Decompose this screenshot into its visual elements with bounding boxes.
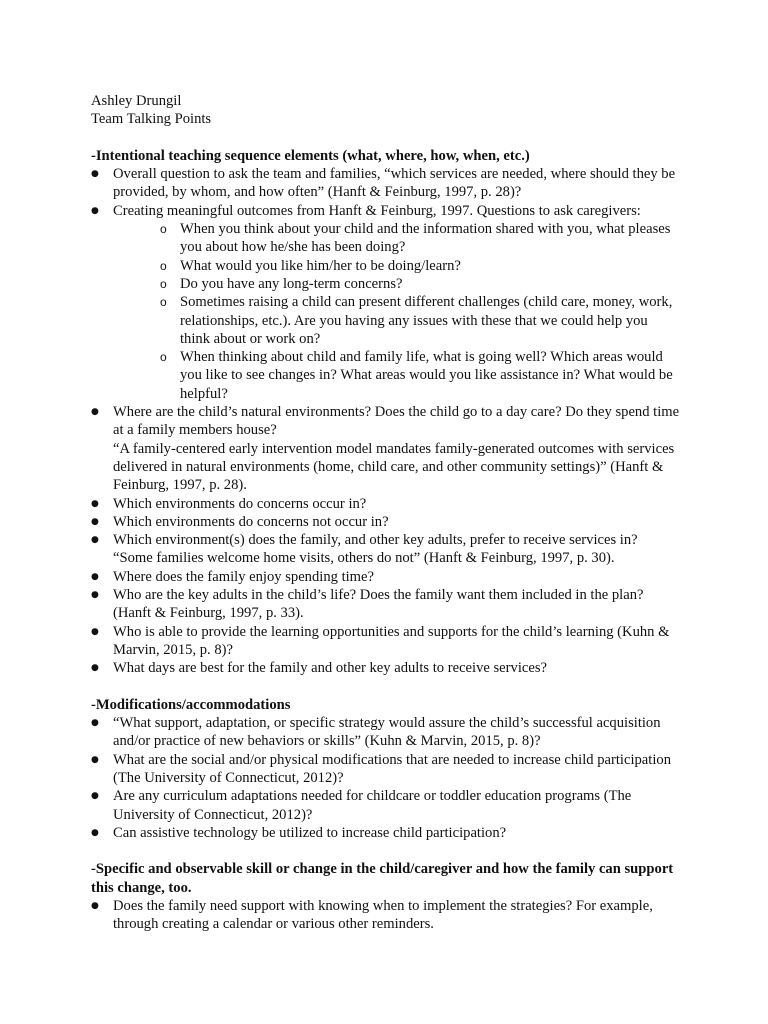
- bullet-icon: ●: [91, 626, 99, 637]
- bullet-icon: ●: [91, 169, 99, 180]
- spacer: [91, 678, 681, 696]
- list-item: [91, 659, 681, 677]
- list-item: [91, 751, 681, 788]
- circle-bullet-icon: o: [160, 276, 167, 291]
- list-item: [91, 403, 681, 494]
- section-heading: -Specific and observable skill or change in the child/caregiver and how the family can support this change, too.: [91, 861, 674, 896]
- sub-list-item-text: When thinking about child and family life, what is going well? Which areas would you like to see changes in? What areas would you like assistance in? What would be helpful?: [180, 349, 673, 402]
- list-item: [91, 897, 681, 934]
- bullet-icon: ●: [91, 754, 99, 765]
- sub-list-item: [160, 220, 681, 257]
- list-item-quote: “A family-centered early intervention model mandates family-generated outcomes with services delivered in natural environments (home, child care, and other community settings)” (Hanft & Feinburg, 1997, p. 28).: [113, 440, 675, 494]
- list-item: [91, 824, 681, 842]
- list-item-text: Who are the key adults in the child’s life? Does the family want them included in the plan? (Hanft & Feinburg, 1997, p. 33).: [113, 587, 644, 622]
- circle-bullet-icon: o: [160, 295, 167, 310]
- list-item-text: “What support, adaptation, or specific strategy would assure the child’s successful acquisition and/or practice of new behaviors or skills” (Kuhn & Marvin, 2015, p. 8)?: [113, 715, 661, 750]
- bullet-icon: ●: [91, 498, 99, 509]
- bullet-icon: ●: [91, 205, 99, 216]
- list-item-text: Which environments do concerns not occur in?: [113, 513, 389, 530]
- bullet-icon: ●: [91, 590, 99, 601]
- list-item: [91, 513, 681, 531]
- spacer: [91, 129, 681, 147]
- bullet-icon: ●: [91, 901, 99, 912]
- bullet-list: [91, 714, 681, 842]
- author-name: Ashley Drungil: [91, 93, 182, 109]
- circle-bullet-icon: o: [160, 222, 167, 237]
- sub-list-item-text: When you think about your child and the information shared with you, what pleases you about how he/she has been doing?: [180, 221, 671, 256]
- sections-container: [91, 147, 681, 934]
- circle-bullet-icon: o: [160, 350, 167, 365]
- sub-list-item: [160, 257, 681, 275]
- bullet-icon: ●: [91, 663, 99, 674]
- list-item-text: Which environments do concerns occur in?: [113, 495, 367, 512]
- list-item-text: Where are the child’s natural environments? Does the child go to a day care? Do they spend time at a family members house?: [113, 404, 680, 439]
- bullet-icon: ●: [91, 718, 99, 729]
- circle-bullet-icon: o: [160, 258, 167, 273]
- list-item: [91, 787, 681, 824]
- section: [91, 147, 681, 696]
- list-item-text: What are the social and/or physical modifications that are needed to increase child participation (The University of Connecticut, 2012)?: [113, 751, 671, 786]
- list-item: [91, 714, 681, 751]
- sub-list-item: [160, 348, 681, 403]
- list-item-text: Are any curriculum adaptations needed for childcare or toddler education programs (The University of Connecticut, 2012)?: [113, 788, 632, 823]
- list-item: [91, 165, 681, 202]
- list-item-text: Which environment(s) does the family, and other key adults, prefer to receive services in?: [113, 532, 638, 549]
- section: [91, 860, 681, 933]
- list-item: [91, 202, 681, 403]
- section-heading: -Modifications/accommodations: [91, 696, 291, 713]
- list-item-text: Where does the family enjoy spending time?: [113, 568, 374, 585]
- list-item-text: Who is able to provide the learning opportunities and supports for the child’s learning (Kuhn & Marvin, 2015, p. 8)?: [113, 623, 670, 658]
- sub-list-item-text: Sometimes raising a child can present different challenges (child care, money, work, relationships, etc.). Are you having any issues with these that we could help you think about or work on?: [180, 294, 673, 347]
- list-item-text: Does the family need support with knowing when to implement the strategies? For example, through creating a calendar or various other reminders.: [113, 898, 653, 933]
- document-content: [91, 92, 681, 934]
- spacer: [91, 842, 681, 860]
- document-subtitle: Team Talking Points: [91, 111, 212, 128]
- bullet-icon: ●: [91, 571, 99, 582]
- list-item-text: What days are best for the family and other key adults to receive services?: [113, 660, 547, 677]
- section: [91, 696, 681, 861]
- bullet-icon: ●: [91, 535, 99, 546]
- sub-list-item: [160, 293, 681, 348]
- list-item: [91, 495, 681, 513]
- list-item: [91, 586, 681, 623]
- list-item: [91, 623, 681, 660]
- section-heading: -Intentional teaching sequence elements (what, where, how, when, etc.): [91, 147, 530, 164]
- bullet-icon: ●: [91, 791, 99, 802]
- bullet-icon: ●: [91, 516, 99, 527]
- sub-list-item-text: What would you like him/her to be doing/learn?: [180, 257, 461, 274]
- sub-list-item-text: Do you have any long-term concerns?: [180, 275, 403, 292]
- bullet-list: [91, 897, 681, 934]
- bullet-icon: ●: [91, 407, 99, 418]
- list-item-text: Overall question to ask the team and families, “which services are needed, where should they be provided, by whom, and how often” (Hanft & Feinburg, 1997, p. 28)?: [113, 166, 676, 201]
- list-item-text: Creating meaningful outcomes from Hanft & Feinburg, 1997. Questions to ask caregivers:: [113, 202, 641, 219]
- list-item-text: Can assistive technology be utilized to increase child participation?: [113, 824, 507, 841]
- list-item: [91, 531, 681, 568]
- bullet-icon: ●: [91, 827, 99, 838]
- list-item: [91, 568, 681, 586]
- list-item-quote: “Some families welcome home visits, others do not” (Hanft & Feinburg, 1997, p. 30).: [113, 550, 615, 567]
- sub-list-item: [160, 275, 681, 293]
- sub-list: [113, 220, 681, 403]
- bullet-list: [91, 165, 681, 677]
